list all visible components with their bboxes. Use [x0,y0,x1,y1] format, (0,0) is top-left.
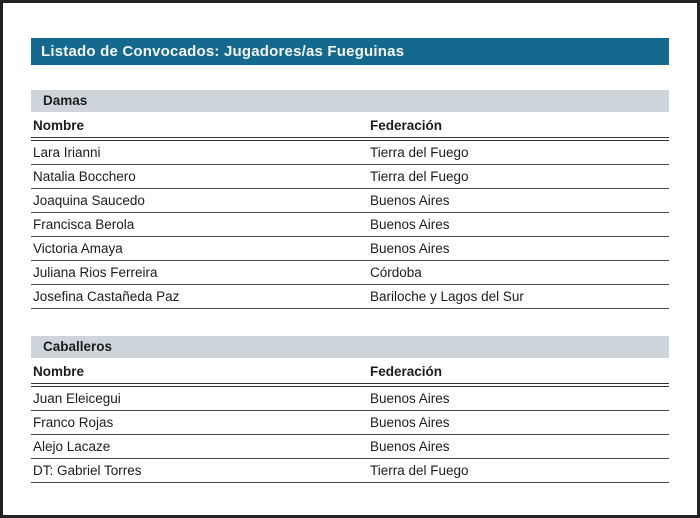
rows-container [31,386,669,483]
row-federation-cell: Buenos Aires [370,391,450,406]
row-federation-cell: Buenos Aires [370,415,450,430]
row-federation-cell: Buenos Aires [370,193,450,208]
table-row [31,189,669,213]
section-label: Damas [43,93,88,108]
column-header-nombre: Nombre [33,364,85,379]
section-header-bar [31,336,669,358]
row-name-cell: Joaquina Saucedo [33,193,145,208]
row-federation-cell: Buenos Aires [370,241,450,256]
table-row [31,435,669,459]
table-row [31,141,669,165]
page [3,3,697,483]
row-federation-cell: Tierra del Fuego [370,169,469,184]
row-name-cell: Juan Eleicegui [33,391,121,406]
section-label: Caballeros [43,339,113,354]
row-name-cell: Juliana Rios Ferreira [33,265,158,280]
rows-container [31,140,669,309]
roster-section [31,336,669,483]
row-federation-cell: Buenos Aires [370,439,450,454]
table-row [31,411,669,435]
row-name-cell: DT: Gabriel Torres [33,463,142,478]
row-federation-cell: Buenos Aires [370,217,450,232]
row-federation-cell: Tierra del Fuego [370,463,469,478]
row-name-cell: Franco Rojas [33,415,114,430]
row-name-cell: Natalia Bocchero [33,169,136,184]
column-header-nombre: Nombre [33,118,85,133]
row-name-cell: Lara Irianni [33,145,101,160]
table-row [31,261,669,285]
table-row [31,237,669,261]
row-name-cell: Josefina Castañeda Paz [33,289,180,304]
table-row [31,213,669,237]
table-row [31,387,669,411]
row-federation-cell: Córdoba [370,265,422,280]
section-header-bar [31,90,669,112]
row-federation-cell: Tierra del Fuego [370,145,469,160]
page-title: Listado de Convocados: Jugadores/as Fueguinas [31,38,669,65]
row-federation-cell: Bariloche y Lagos del Sur [370,289,524,304]
column-header-federacion: Federación [370,364,443,379]
table-row [31,285,669,309]
row-name-cell: Victoria Amaya [33,241,123,256]
row-name-cell: Alejo Lacaze [33,439,111,454]
column-headers-row [31,358,669,384]
sections-container [31,90,669,483]
row-name-cell: Francisca Berola [33,217,135,232]
table-row [31,459,669,483]
table-row [31,165,669,189]
column-header-federacion: Federación [370,118,443,133]
roster-section [31,90,669,309]
column-headers-row [31,112,669,138]
